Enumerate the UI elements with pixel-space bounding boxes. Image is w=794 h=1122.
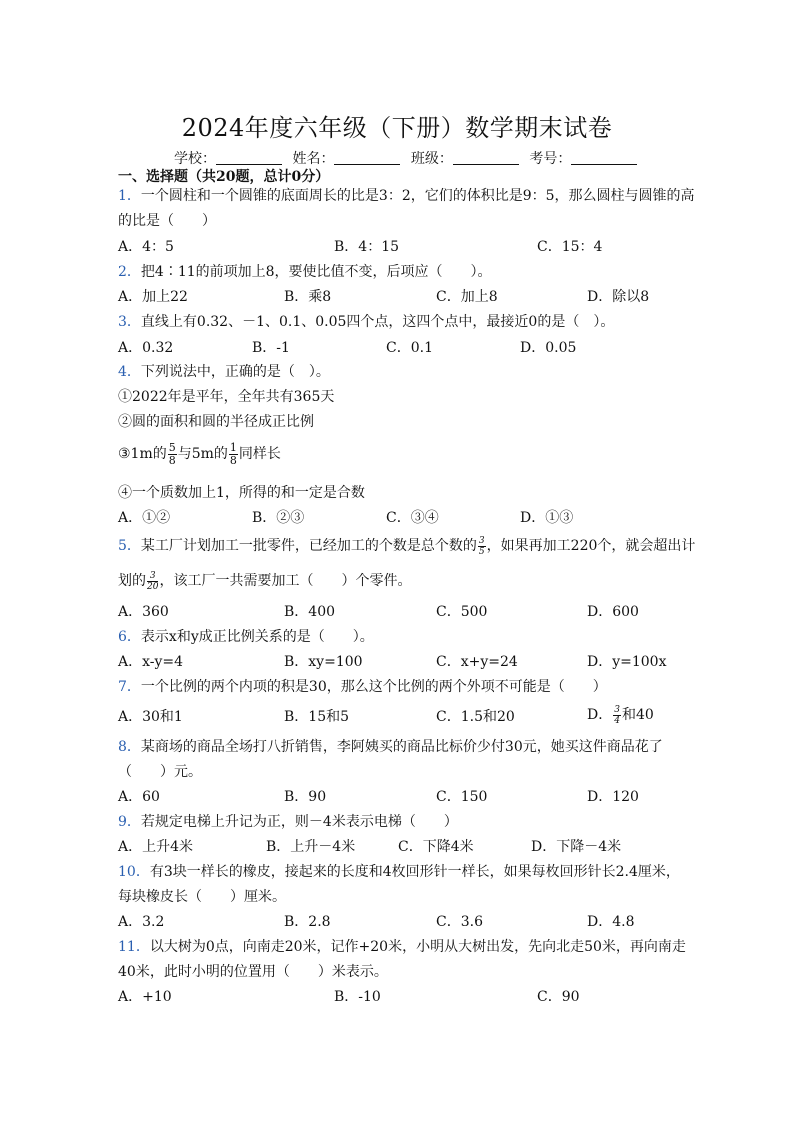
option-d[interactable]: D．y=100x	[587, 654, 667, 670]
option-a[interactable]: A．①②	[118, 510, 171, 526]
option-c[interactable]: C．x+y=24	[436, 654, 518, 670]
statement-3: ③1m的 $\frac{5}{8}$ 与5m的 $\frac{1}{8}$ 同样长	[118, 440, 281, 467]
name-label: 姓名：	[292, 151, 335, 167]
statement-4: ④一个质数加上1，所得的和一定是合数	[118, 485, 365, 501]
option-c[interactable]: C．1.5和20	[436, 709, 515, 725]
option-b[interactable]: B．4：15	[334, 239, 400, 255]
question-number: 1．	[118, 188, 141, 204]
question-number: 9．	[118, 814, 141, 830]
question-5-text-cont: 划的 $\frac{3}{20}$ ，该工厂一共需要加工（ ）个零件。	[118, 570, 412, 592]
option-a[interactable]: A．360	[118, 604, 169, 620]
statement-1: ①2022年是平年，全年共有365天	[118, 389, 335, 405]
option-d[interactable]: D．0.05	[520, 340, 577, 356]
question-10-text-cont: 每块橡皮长（ ）厘米。	[118, 889, 286, 905]
question-1-text-cont: 的比是（ ）	[118, 213, 216, 229]
class-label: 班级：	[410, 151, 453, 167]
fraction: $\frac{3}{4}$	[614, 704, 620, 726]
question-2-text: 2．把4∶11的前项加上8，要使比值不变，后项应（ ）。	[118, 264, 492, 280]
option-b[interactable]: B．15和5	[284, 709, 350, 725]
option-b[interactable]: B．90	[284, 789, 327, 805]
option-c[interactable]: C．15：4	[537, 239, 603, 255]
id-label: 考号：	[529, 151, 572, 167]
school-blank[interactable]	[216, 150, 282, 165]
name-blank[interactable]	[334, 150, 400, 165]
option-c[interactable]: C．90	[537, 989, 580, 1005]
option-c[interactable]: C．500	[436, 604, 488, 620]
question-number: 6．	[118, 629, 141, 645]
question-number: 8．	[118, 739, 141, 755]
fraction: $\frac{3}{20}$	[147, 570, 159, 592]
option-c[interactable]: C．加上8	[436, 289, 498, 305]
option-c[interactable]: C．150	[436, 789, 488, 805]
option-c[interactable]: C．3.6	[436, 914, 483, 930]
question-number: 10．	[118, 864, 150, 880]
option-c[interactable]: C．下降4米	[398, 839, 474, 855]
question-1-text: 1．一个圆柱和一个圆锥的底面周长的比是3：2，它们的体积比是9：5，那么圆柱与圆锥的高	[118, 188, 695, 204]
question-number: 7．	[118, 679, 141, 695]
question-7-text: 7．一个比例的两个内项的积是30，那么这个比例的两个外项不可能是（ ）	[118, 679, 607, 695]
school-label: 学校：	[174, 151, 216, 167]
option-a[interactable]: A．加上22	[118, 289, 188, 305]
id-blank[interactable]	[571, 150, 637, 165]
option-b[interactable]: B．400	[284, 604, 336, 620]
option-a[interactable]: A．60	[118, 789, 160, 805]
option-a[interactable]: A．x-y=4	[118, 654, 184, 670]
question-8-text-cont: （ ）元。	[118, 764, 202, 780]
option-a[interactable]: A．0.32	[118, 340, 174, 356]
question-8-text: 8．某商场的商品全场打八折销售，李阿姨买的商品比标价少付30元，她买这件商品花了	[118, 739, 663, 755]
option-a[interactable]: A．4：5	[118, 239, 174, 255]
option-d[interactable]: D．600	[587, 604, 639, 620]
question-4-text: 4．下列说法中，正确的是（ ）。	[118, 364, 330, 380]
option-b[interactable]: B．-1	[252, 340, 290, 356]
exam-title: 2024年度六年级（下册）数学期末试卷	[181, 114, 613, 142]
option-a[interactable]: A．上升4米	[118, 839, 194, 855]
section-heading: 一、选择题（共20题，总计0分）	[118, 169, 330, 185]
class-blank[interactable]	[453, 150, 519, 165]
option-c[interactable]: C．③④	[386, 510, 439, 526]
option-b[interactable]: B．2.8	[284, 914, 331, 930]
option-d[interactable]: D．除以8	[587, 289, 650, 305]
option-b[interactable]: B．②③	[252, 510, 305, 526]
question-11-text-cont: 40米，此时小明的位置用（ ）米表示。	[118, 964, 388, 980]
question-3-text: 3．直线上有0.32、－1、0.1、0.05四个点，这四个点中，最接近0的是（ ）。	[118, 314, 615, 330]
question-5-text: 5．某工厂计划加工一批零件，已经加工的个数是总个数的 $\frac{3}{5}$ ，如果再加工220个，就会超出计	[118, 535, 696, 557]
option-a[interactable]: A．3.2	[118, 914, 165, 930]
option-d[interactable]: D．①③	[520, 510, 574, 526]
fraction: $\frac{5}{8}$	[168, 440, 176, 467]
option-b[interactable]: B．-10	[334, 989, 381, 1005]
question-9-text: 9．若规定电梯上升记为正，则－4米表示电梯（ ）	[118, 814, 458, 830]
student-info-row	[174, 148, 643, 168]
option-c[interactable]: C．0.1	[386, 340, 433, 356]
option-a[interactable]: A．30和1	[118, 709, 183, 725]
fraction: $\frac{1}{8}$	[229, 440, 237, 467]
option-d[interactable]: D． $\frac{3}{4}$ 和40	[587, 704, 654, 726]
option-d[interactable]: D．4.8	[587, 914, 635, 930]
question-number: 4．	[118, 364, 141, 380]
option-b[interactable]: B．上升－4米	[266, 839, 356, 855]
question-10-text: 10．有3块一样长的橡皮，接起来的长度和4枚回形针一样长，如果每枚回形针长2.4厘米，	[118, 864, 680, 880]
question-6-text: 6．表示x和y成正比例关系的是（ ）。	[118, 629, 374, 645]
question-number: 5．	[118, 538, 141, 554]
option-b[interactable]: B．乘8	[284, 289, 332, 305]
question-11-text: 11．以大树为0点，向南走20米，记作+20米，小明从大树出发，先向北走50米，再向南走	[118, 939, 686, 955]
option-d[interactable]: D．下降－4米	[531, 839, 622, 855]
question-number: 11．	[118, 939, 150, 955]
option-d[interactable]: D．120	[587, 789, 639, 805]
question-number: 2．	[118, 264, 141, 280]
fraction: $\frac{3}{5}$	[478, 535, 485, 557]
option-b[interactable]: B．xy=100	[284, 654, 363, 670]
statement-2: ②圆的面积和圆的半径成正比例	[118, 414, 314, 430]
question-number: 3．	[118, 314, 141, 330]
option-a[interactable]: A．+10	[118, 989, 172, 1005]
